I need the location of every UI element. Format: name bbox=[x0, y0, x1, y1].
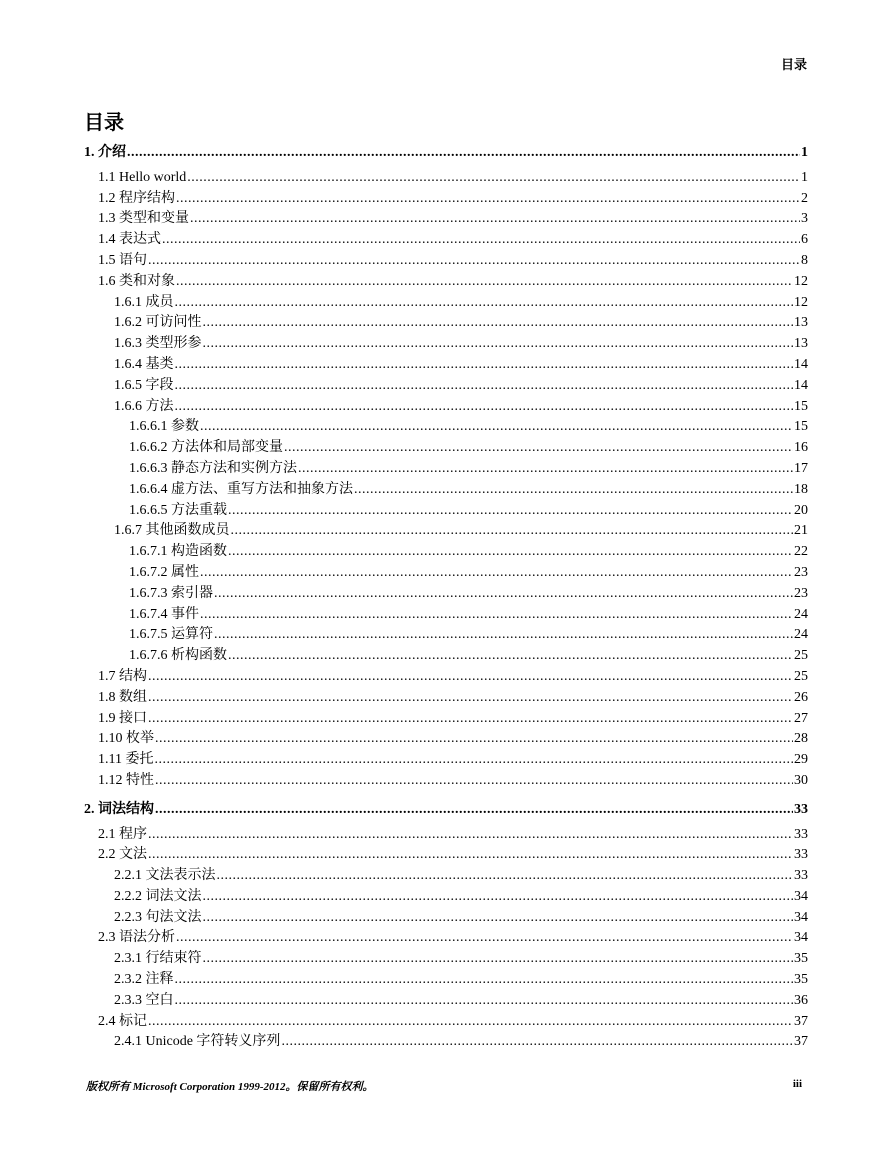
toc-entry[interactable] bbox=[84, 168, 808, 189]
toc-entry[interactable] bbox=[84, 825, 808, 846]
toc-entry-page: 1 bbox=[801, 145, 808, 160]
toc-dot-leader bbox=[187, 168, 800, 189]
toc-entry-page: 13 bbox=[794, 336, 808, 352]
toc-entry-label: 1.6.6.3 静态方法和实例方法 bbox=[129, 460, 297, 476]
toc-entry-label: 2.3.2 注释 bbox=[114, 972, 174, 988]
toc-dot-leader bbox=[176, 928, 793, 949]
toc-entry[interactable] bbox=[84, 750, 808, 771]
toc-entry[interactable] bbox=[84, 646, 808, 667]
toc-entry-label: 1.9 接口 bbox=[98, 710, 147, 726]
toc-entry-label: 1.3 类型和变量 bbox=[98, 211, 189, 227]
toc-entry-label: 1.6.2 可访问性 bbox=[114, 315, 202, 331]
toc-entry-label: 1.6.3 类型形参 bbox=[114, 336, 202, 352]
toc-entry-page: 17 bbox=[794, 460, 808, 476]
toc-dot-leader bbox=[190, 209, 800, 230]
toc-dot-leader bbox=[175, 376, 794, 397]
toc-entry[interactable] bbox=[84, 272, 808, 293]
toc-entry-page: 34 bbox=[794, 930, 808, 946]
toc-entry-page: 35 bbox=[794, 951, 808, 967]
toc-dot-leader bbox=[175, 991, 794, 1012]
toc-dot-leader bbox=[217, 866, 794, 887]
toc-entry-page: 8 bbox=[801, 252, 808, 268]
page-footer bbox=[86, 1078, 802, 1094]
toc-entry-page: 27 bbox=[794, 710, 808, 726]
toc-entry[interactable] bbox=[84, 949, 808, 970]
toc-entry[interactable] bbox=[84, 417, 808, 438]
toc-entry-label: 2.4 标记 bbox=[98, 1013, 147, 1029]
toc-entry[interactable] bbox=[84, 230, 808, 251]
toc-dot-leader bbox=[176, 272, 793, 293]
toc-dot-leader bbox=[148, 667, 793, 688]
toc-entry-label: 1.6.6.5 方法重载 bbox=[129, 502, 227, 518]
toc-entry[interactable] bbox=[84, 625, 808, 646]
toc-entry[interactable] bbox=[84, 438, 808, 459]
toc-entry-label: 1.5 语句 bbox=[98, 252, 147, 268]
toc-entry-label: 1.6.1 成员 bbox=[114, 294, 174, 310]
toc-entry[interactable] bbox=[84, 866, 808, 887]
toc-entry-label: 1.1 Hello world bbox=[98, 169, 187, 185]
toc-dot-leader bbox=[214, 584, 793, 605]
toc-entry-label: 1.6 类和对象 bbox=[98, 273, 175, 289]
toc-entry-page: 25 bbox=[794, 648, 808, 664]
toc-dot-leader bbox=[148, 688, 793, 709]
toc-dot-leader bbox=[127, 143, 800, 164]
toc-entry-label: 1.7 结构 bbox=[98, 668, 147, 684]
toc-entry[interactable] bbox=[84, 209, 808, 230]
toc-entry[interactable] bbox=[84, 667, 808, 688]
toc-dot-leader bbox=[176, 189, 800, 210]
toc-dot-leader bbox=[214, 625, 793, 646]
toc-entry-page: 1 bbox=[801, 169, 808, 185]
toc-dot-leader bbox=[354, 480, 793, 501]
toc-entry[interactable] bbox=[84, 605, 808, 626]
toc-dot-leader bbox=[203, 887, 794, 908]
toc-entry-label: 2.2.2 词法文法 bbox=[114, 888, 202, 904]
toc-entry[interactable] bbox=[84, 376, 808, 397]
toc-entry-page: 13 bbox=[794, 315, 808, 331]
toc-entry-label: 1.10 枚举 bbox=[98, 731, 154, 747]
toc-entry-label: 1.8 数组 bbox=[98, 689, 147, 705]
toc-entry-page: 26 bbox=[794, 689, 808, 705]
toc-entry-label: 1.4 表达式 bbox=[98, 232, 161, 248]
toc-entry-label: 2. 词法结构 bbox=[84, 801, 154, 817]
toc-entry-page: 2 bbox=[801, 190, 808, 206]
toc-entry-label: 2.2 文法 bbox=[98, 847, 147, 863]
toc-entry-label: 1.2 程序结构 bbox=[98, 190, 175, 206]
toc-entry[interactable] bbox=[84, 991, 808, 1012]
toc-dot-leader bbox=[148, 825, 793, 846]
toc-entry-page: 21 bbox=[794, 523, 808, 539]
toc-entry[interactable] bbox=[84, 480, 808, 501]
toc-entry-page: 30 bbox=[794, 772, 808, 788]
toc-entry[interactable] bbox=[84, 845, 808, 866]
toc-entry[interactable] bbox=[84, 563, 808, 584]
toc-entry-page: 15 bbox=[794, 398, 808, 414]
toc-entry[interactable] bbox=[84, 908, 808, 929]
toc-entry[interactable] bbox=[84, 189, 808, 210]
toc-dot-leader bbox=[228, 501, 793, 522]
toc-entry-label: 1.11 委托 bbox=[98, 752, 154, 768]
toc-entry-page: 14 bbox=[794, 356, 808, 372]
toc-dot-leader bbox=[148, 845, 793, 866]
toc-entry-page: 33 bbox=[794, 868, 808, 884]
toc-entry-label: 1.6.7.4 事件 bbox=[129, 606, 199, 622]
toc-entry[interactable] bbox=[84, 970, 808, 991]
toc-dot-leader bbox=[200, 605, 793, 626]
toc-entry[interactable] bbox=[84, 143, 808, 164]
toc-entry-page: 33 bbox=[794, 847, 808, 863]
toc-dot-leader bbox=[284, 438, 793, 459]
toc-entry-label: 1.6.6.4 虚方法、重写方法和抽象方法 bbox=[129, 481, 353, 497]
toc-entry-page: 28 bbox=[794, 731, 808, 747]
toc-entry-label: 1.12 特性 bbox=[98, 772, 154, 788]
toc-dot-leader bbox=[175, 293, 794, 314]
toc-dot-leader bbox=[281, 1032, 793, 1053]
toc-entry-label: 1.6.7.6 析构函数 bbox=[129, 648, 227, 664]
toc-entry-label: 1.6.7.1 构造函数 bbox=[129, 544, 227, 560]
toc-entry[interactable] bbox=[84, 771, 808, 792]
toc-entry-label: 2.3.1 行结束符 bbox=[114, 951, 202, 967]
toc-entry-page: 12 bbox=[794, 294, 808, 310]
toc-entry[interactable] bbox=[84, 584, 808, 605]
toc-entry[interactable] bbox=[84, 1032, 808, 1053]
toc-dot-leader bbox=[228, 646, 793, 667]
toc-entry[interactable] bbox=[84, 355, 808, 376]
toc-dot-leader bbox=[200, 417, 793, 438]
toc-entry-page: 33 bbox=[794, 826, 808, 842]
toc-entry[interactable] bbox=[84, 1012, 808, 1033]
toc-entry-page: 14 bbox=[794, 377, 808, 393]
toc-entry[interactable] bbox=[84, 251, 808, 272]
toc-entry-page: 33 bbox=[794, 801, 808, 817]
page-title: 目录 bbox=[84, 110, 124, 134]
toc-entry[interactable] bbox=[84, 501, 808, 522]
toc-entry[interactable] bbox=[84, 293, 808, 314]
toc-entry-page: 24 bbox=[794, 606, 808, 622]
toc-dot-leader bbox=[148, 1012, 793, 1033]
toc-entry-page: 16 bbox=[794, 440, 808, 456]
toc-entry-page: 22 bbox=[794, 544, 808, 560]
toc-entry-page: 36 bbox=[794, 992, 808, 1008]
toc-entry-page: 24 bbox=[794, 627, 808, 643]
toc-entry-page: 34 bbox=[794, 909, 808, 925]
toc-entry-page: 34 bbox=[794, 888, 808, 904]
toc-entry-page: 25 bbox=[794, 668, 808, 684]
toc-entry-page: 15 bbox=[794, 419, 808, 435]
toc-dot-leader bbox=[228, 542, 793, 563]
toc-entry[interactable] bbox=[84, 313, 808, 334]
toc-dot-leader bbox=[200, 563, 793, 584]
toc-entry[interactable] bbox=[84, 688, 808, 709]
toc-entry[interactable] bbox=[84, 887, 808, 908]
toc-entry-label: 2.1 程序 bbox=[98, 826, 147, 842]
toc-entry-label: 2.2.3 句法文法 bbox=[114, 909, 202, 925]
toc-dot-leader bbox=[203, 908, 794, 929]
toc-dot-leader bbox=[203, 949, 794, 970]
toc-entry-label: 2.4.1 Unicode 字符转义序列 bbox=[114, 1034, 281, 1050]
toc-entry-label: 1.6.6.2 方法体和局部变量 bbox=[129, 440, 283, 456]
toc-entry-page: 29 bbox=[794, 752, 808, 768]
toc-entry-page: 6 bbox=[801, 232, 808, 248]
toc-entry-label: 1. 介绍 bbox=[84, 145, 126, 160]
toc-entry-label: 1.6.6 方法 bbox=[114, 398, 174, 414]
toc-entry-page: 23 bbox=[794, 564, 808, 580]
toc-dot-leader bbox=[148, 709, 793, 730]
toc-entry[interactable] bbox=[84, 521, 808, 542]
toc-entry[interactable] bbox=[84, 729, 808, 750]
toc-entry-label: 1.6.6.1 参数 bbox=[129, 419, 199, 435]
copyright-notice: 版权所有 Microsoft Corporation 1999-2012。保留所有权利。 bbox=[86, 1081, 374, 1093]
toc-entry[interactable] bbox=[84, 542, 808, 563]
toc-entry-page: 12 bbox=[794, 273, 808, 289]
toc-entry-page: 37 bbox=[794, 1013, 808, 1029]
table-of-contents bbox=[84, 143, 808, 1053]
page-number: iii bbox=[792, 1078, 802, 1090]
toc-entry-label: 1.6.7 其他函数成员 bbox=[114, 523, 230, 539]
toc-dot-leader bbox=[162, 230, 800, 251]
toc-entry[interactable] bbox=[84, 459, 808, 480]
running-header: 目录 bbox=[780, 58, 807, 73]
toc-dot-leader bbox=[148, 251, 800, 272]
toc-entry-label: 2.3.3 空白 bbox=[114, 992, 174, 1008]
toc-entry-label: 2.3 语法分析 bbox=[98, 930, 175, 946]
toc-dot-leader bbox=[203, 313, 794, 334]
toc-entry[interactable] bbox=[84, 334, 808, 355]
toc-dot-leader bbox=[155, 771, 793, 792]
toc-dot-leader bbox=[231, 521, 794, 542]
toc-entry-label: 1.6.4 基类 bbox=[114, 356, 174, 372]
toc-entry[interactable] bbox=[84, 397, 808, 418]
toc-entry-page: 37 bbox=[794, 1034, 808, 1050]
toc-dot-leader bbox=[203, 334, 794, 355]
toc-entry-label: 2.2.1 文法表示法 bbox=[114, 868, 216, 884]
toc-entry-page: 23 bbox=[794, 585, 808, 601]
toc-entry[interactable] bbox=[84, 928, 808, 949]
toc-entry-page: 20 bbox=[794, 502, 808, 518]
toc-entry[interactable] bbox=[84, 800, 808, 821]
toc-entry-page: 35 bbox=[794, 972, 808, 988]
toc-dot-leader bbox=[175, 355, 794, 376]
toc-dot-leader bbox=[154, 750, 793, 771]
toc-dot-leader bbox=[175, 970, 794, 991]
toc-entry-page: 18 bbox=[794, 481, 808, 497]
toc-entry[interactable] bbox=[84, 709, 808, 730]
toc-entry-page: 3 bbox=[801, 211, 808, 227]
toc-entry-label: 1.6.5 字段 bbox=[114, 377, 174, 393]
toc-entry-label: 1.6.7.5 运算符 bbox=[129, 627, 213, 643]
toc-entry-label: 1.6.7.2 属性 bbox=[129, 564, 199, 580]
toc-dot-leader bbox=[155, 800, 793, 821]
toc-entry-label: 1.6.7.3 索引器 bbox=[129, 585, 213, 601]
toc-dot-leader bbox=[298, 459, 793, 480]
toc-dot-leader bbox=[175, 397, 794, 418]
toc-dot-leader bbox=[155, 729, 793, 750]
